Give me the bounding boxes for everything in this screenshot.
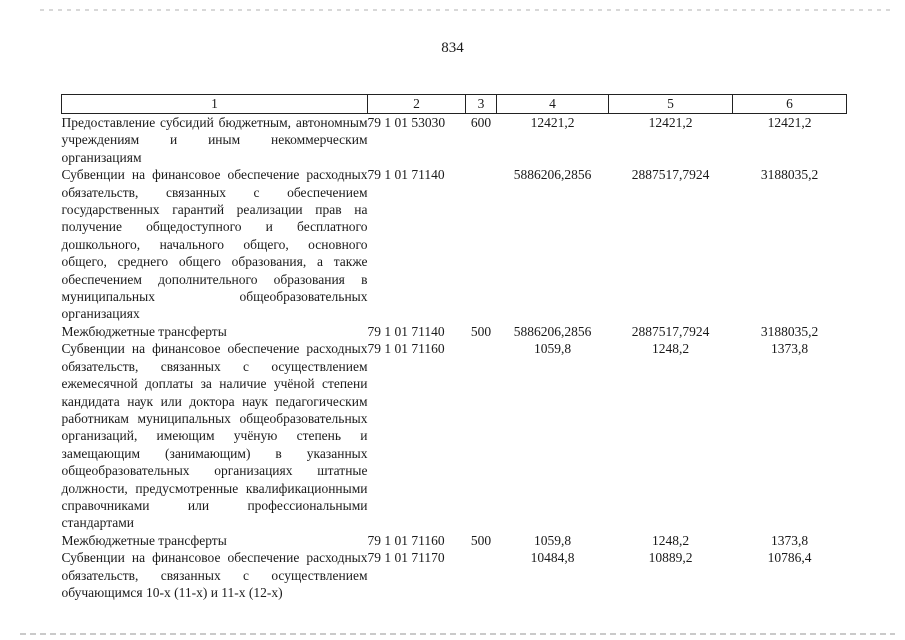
row-value-year1: 5886206,2856 — [513, 167, 592, 183]
row-value-year3: 1373,8 — [770, 532, 809, 548]
row-expense-type: 500 — [470, 532, 492, 548]
table-row — [62, 549, 847, 601]
table-row — [62, 340, 847, 531]
row-value-year1: 5886206,2856 — [513, 323, 592, 339]
row-code: 79 1 01 71140 — [367, 167, 445, 183]
row-value-year1: 1059,8 — [533, 532, 572, 548]
table-row — [62, 166, 847, 323]
row-expense-type — [466, 549, 497, 601]
row-value-year3: 3188035,2 — [760, 323, 819, 339]
row-name: Субвенции на финансовое обеспечение расходных обязательств, связанных с осуществлением ежемесячной доплаты за наличие учёной степени кандидата наук или доктора наук педагогическим работникам муниципальных общеобразовательных организаций, имеющим учёную степень и замещающим (занимающим) в указанных общеобразовательных организациях штатные должности, предусмотренные квалификационными справочниками или профессиональными стандартами — [61, 341, 368, 531]
table-row — [62, 323, 847, 340]
row-expense-type — [466, 340, 497, 531]
page-number: 834 — [441, 40, 464, 56]
table-header-row — [62, 95, 847, 114]
row-name: Предоставление субсидий бюджетным, автономным учреждениям и иным некоммерческим организациям — [61, 115, 368, 165]
row-expense-type — [466, 166, 497, 323]
scan-edge-bottom — [20, 633, 895, 635]
row-value-year3: 3188035,2 — [760, 167, 819, 183]
row-value-year3: 12421,2 — [767, 115, 812, 130]
column-header-year1: 4 — [497, 95, 609, 114]
row-value-year3: 10786,4 — [767, 550, 812, 566]
row-value-year2: 12421,2 — [648, 115, 693, 130]
row-code: 79 1 01 71160 — [367, 532, 445, 548]
row-code: 79 1 01 71140 — [367, 323, 445, 339]
row-code: 79 1 01 71170 — [367, 550, 445, 566]
row-value-year1: 10484,8 — [530, 550, 575, 566]
row-code: 79 1 01 53030 — [367, 115, 446, 130]
scan-edge-top — [40, 9, 890, 11]
row-name: Субвенции на финансовое обеспечение расходных обязательств, связанных с обеспечением государственных гарантий реализации прав на получение общедоступного и бесплатного дошкольного, начального общего, основного общего, среднего общего образования, а также обеспечением дополнительного образования в муниципальных общеобразовательных организациях — [61, 167, 368, 322]
column-header-year2: 5 — [609, 95, 733, 114]
row-value-year2: 10889,2 — [648, 550, 693, 566]
row-value-year2: 2887517,7924 — [631, 323, 710, 339]
budget-table — [61, 94, 847, 601]
row-name: Межбюджетные трансферты — [61, 532, 227, 548]
row-value-year2: 2887517,7924 — [631, 167, 710, 183]
row-value-year1: 1059,8 — [533, 341, 572, 357]
row-value-year2: 1248,2 — [651, 532, 690, 548]
row-value-year1: 12421,2 — [530, 115, 575, 130]
column-header-type: 3 — [466, 95, 497, 114]
row-name: Субвенции на финансовое обеспечение расходных обязательств, связанных с осуществлением обучающимся 10-х (11-х) и 11-х (12-х) — [61, 550, 368, 600]
column-header-name: 1 — [62, 95, 368, 114]
column-header-code: 2 — [368, 95, 466, 114]
column-header-year3: 6 — [733, 95, 847, 114]
row-expense-type: 500 — [470, 323, 492, 339]
row-value-year2: 1248,2 — [651, 341, 690, 357]
table-row — [62, 114, 847, 167]
row-name: Межбюджетные трансферты — [61, 323, 227, 339]
row-expense-type: 600 — [470, 115, 492, 130]
row-code: 79 1 01 71160 — [367, 341, 445, 357]
row-value-year3: 1373,8 — [770, 341, 809, 357]
table-row — [62, 532, 847, 549]
